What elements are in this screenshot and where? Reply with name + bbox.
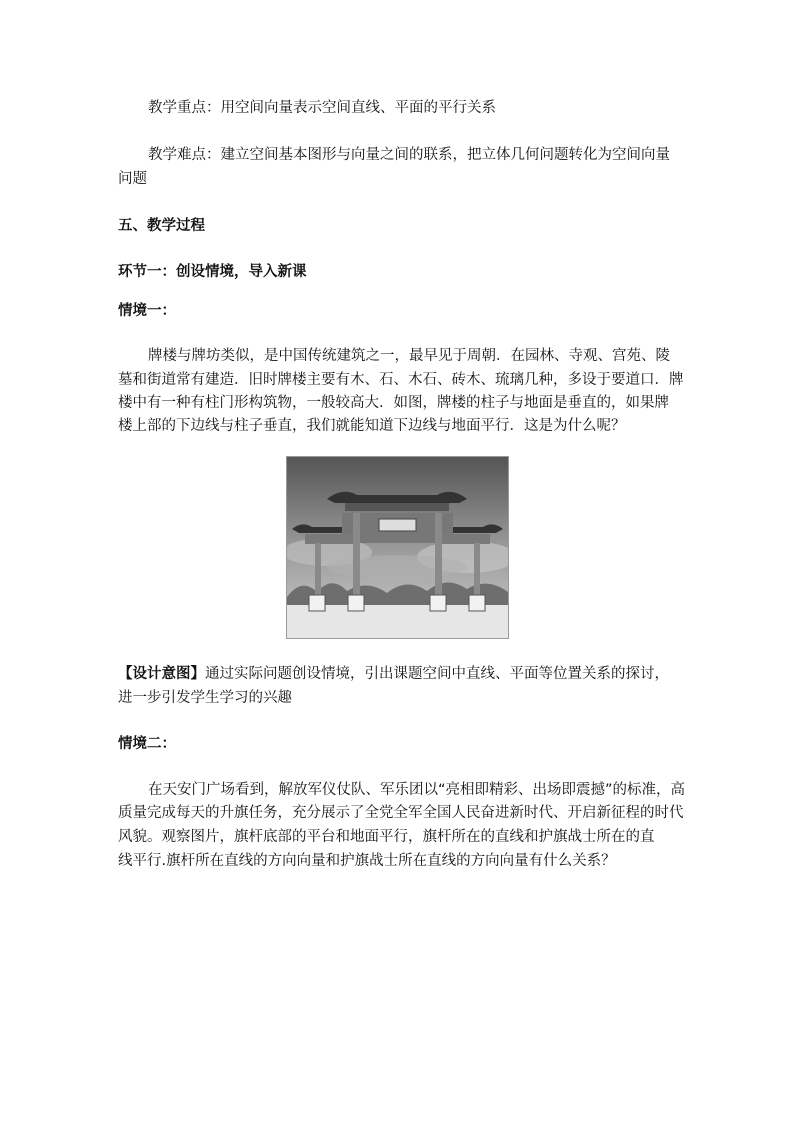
key-point: 教学重点：用空间向量表示空间直线、平面的平行关系: [148, 100, 496, 116]
design-intent-text: 通过实际问题创设情境，引出课题空间中直线、平面等位置关系的探讨，: [205, 666, 669, 682]
scene1-paragraph-line: 楼上部的下边线与柱子垂直，我们就能知道下边线与地面平行．这是为什么呢？: [118, 418, 626, 434]
scene1-title: 情境一：: [118, 303, 176, 319]
scene2-paragraph-line: 质量完成每天的升旗任务，充分展示了全党全军全国人民奋进新时代、开启新征程的时代: [118, 805, 684, 821]
design-intent-label: 【设计意图】: [118, 666, 205, 682]
paifang-illustration: [287, 457, 508, 638]
scene2-title: 情境二：: [118, 736, 176, 752]
design-intent-line-1: [118, 664, 669, 684]
step-heading: 环节一：创设情境，导入新课: [118, 264, 307, 280]
scene1-paragraph-line: 墓和街道常有建造．旧时牌楼主要有木、石、木石、砖木、琉璃几种，多设于要道口．牌: [118, 372, 684, 388]
scene2-paragraph-line: 在天安门广场看到，解放军仪仗队、军乐团以“亮相即精彩、出场即震撼”的标准，高: [148, 782, 686, 798]
paifang-photo: [286, 456, 509, 639]
difficulty-line-2: 问题: [118, 171, 147, 187]
scene2-paragraph-line: 线平行.旗杆所在直线的方向向量和护旗战士所在直线的方向向量有什么关系？: [118, 853, 616, 869]
scene1-paragraph-line: 楼中有一种有柱门形构筑物，一般较高大．如图，牌楼的柱子与地面是垂直的，如果牌: [118, 395, 669, 411]
design-intent-line-2: 进一步引发学生学习的兴趣: [118, 690, 292, 706]
difficulty-line-1: 教学难点：建立空间基本图形与向量之间的联系，把立体几何问题转化为空间向量: [148, 147, 670, 163]
scene1-paragraph-line: 牌楼与牌坊类似，是中国传统建筑之一，最早见于周朝．在园林、寺观、宫苑、陵: [148, 348, 670, 364]
scene2-paragraph-line: 风貌。观察图片，旗杆底部的平台和地面平行，旗杆所在的直线和护旗战士所在的直: [118, 829, 655, 845]
section-heading: 五、教学过程: [118, 218, 205, 234]
